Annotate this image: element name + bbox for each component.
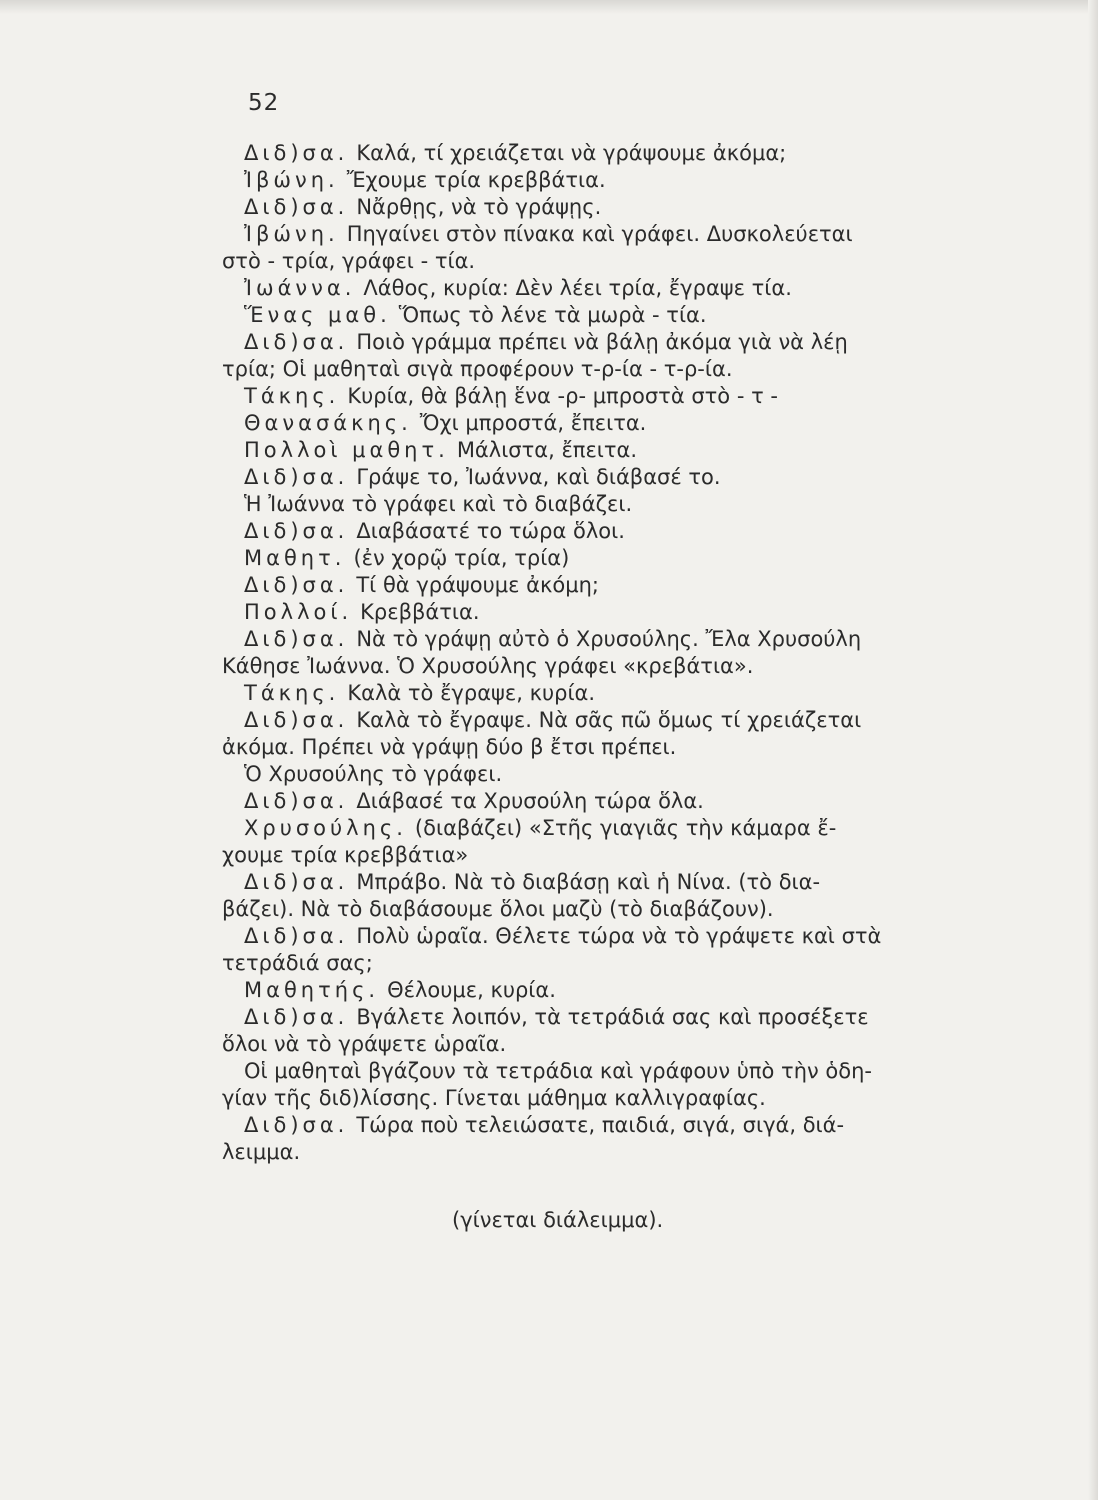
speaker: Διδ)σα. xyxy=(244,627,349,651)
line-text: (διαβάζει) «Στῆς γιαγιᾶς τὴν κάμαρα ἔ- xyxy=(414,816,837,840)
speaker: Διδ)σα. xyxy=(244,1005,349,1029)
speaker: Διδ)σα. xyxy=(244,519,349,543)
speaker: Τάκης. xyxy=(244,384,340,408)
text-line xyxy=(244,194,601,221)
text-line xyxy=(244,788,704,815)
line-text: Μάλιστα, ἔπειτα. xyxy=(456,438,638,462)
line-text: Κυρία, θὰ βάλῃ ἕνα -ρ- μπροστὰ στὸ - τ - xyxy=(347,384,778,408)
speaker: Ἰωάννα. xyxy=(244,276,356,300)
text-line xyxy=(222,1031,506,1058)
line-text: Ὅπως τὸ λένε τὰ μωρὰ - τία. xyxy=(398,303,707,327)
line-text: Ἔχουμε τρία κρεββάτια. xyxy=(346,168,606,192)
line-text: στὸ - τρία, γράφει - τία. xyxy=(222,249,476,273)
page-top-edge xyxy=(0,0,1098,14)
text-line xyxy=(222,734,676,761)
text-line xyxy=(244,302,707,329)
line-text: Ὄχι μπροστά, ἔπειτα. xyxy=(419,411,647,435)
line-text: λειμμα. xyxy=(222,1140,301,1164)
line-text: Ἡ Ἰωάννα τὸ γράφει καὶ τὸ διαβάζει. xyxy=(244,492,633,516)
closing-line: (γίνεται διάλειμμα). xyxy=(452,1208,664,1232)
text-line xyxy=(244,410,646,437)
text-line xyxy=(244,491,632,518)
text-line xyxy=(222,1085,766,1112)
text-line xyxy=(244,545,569,572)
speaker: Ἰβώνη. xyxy=(244,222,339,246)
text-line xyxy=(244,599,480,626)
line-text: Γράψε το, Ἰωάννα, καὶ διάβασέ το. xyxy=(356,465,721,489)
line-text: Οἱ μαθηταὶ βγάζουν τὰ τετράδια καὶ γράφουν ὑπὸ τὴν ὁδη- xyxy=(244,1059,873,1083)
speaker: Ἕνας μαθ. xyxy=(244,303,391,327)
speaker: Διδ)σα. xyxy=(244,708,349,732)
line-text: τρία; Οἱ μαθηταὶ σιγὰ προφέρουν τ-ρ-ία - τ-ρ-ία. xyxy=(222,357,733,381)
line-text: Τώρα ποὺ τελειώσατε, παιδιά, σιγά, σιγά, διά- xyxy=(356,1113,845,1137)
line-text: Βγάλετε λοιπόν, τὰ τετράδιά σας καὶ προσέξετε xyxy=(356,1005,869,1029)
speaker: Διδ)σα. xyxy=(244,573,349,597)
line-text: ὅλοι νὰ τὸ γράψετε ὡραῖα. xyxy=(222,1032,507,1056)
line-text: τετράδιά σας; xyxy=(222,951,373,975)
line-text: Διαβάσατέ το τώρα ὅλοι. xyxy=(356,519,625,543)
speaker: Τάκης. xyxy=(244,681,340,705)
text-line xyxy=(222,653,753,680)
text-line xyxy=(244,1004,869,1031)
text-line xyxy=(244,977,556,1004)
speaker: Διδ)σα. xyxy=(244,924,349,948)
text-line xyxy=(244,464,721,491)
text-line xyxy=(244,626,861,653)
speaker: Διδ)σα. xyxy=(244,1113,349,1137)
line-text: Νὰ τὸ γράψῃ αὐτὸ ὁ Χρυσούλης. Ἔλα Χρυσούλη xyxy=(356,627,862,651)
text-line xyxy=(244,1112,844,1139)
line-text: Καλὰ τὸ ἔγραψε. Νὰ σᾶς πῶ ὅμως τί χρειάζεται xyxy=(356,708,862,732)
text-line xyxy=(222,248,475,275)
text-line xyxy=(244,572,599,599)
line-text: βάζει). Νὰ τὸ διαβάσουμε ὅλοι μαζὺ (τὸ διαβάζουν). xyxy=(222,897,774,921)
speaker: Πολλοί. xyxy=(244,600,353,624)
line-text: γίαν τῆς διδ)λίσσης. Γίνεται μάθημα καλλιγραφίας. xyxy=(222,1086,766,1110)
text-line xyxy=(222,896,774,923)
line-text: Λάθος, κυρία: Δὲν λέει τρία, ἔγραψε τία. xyxy=(363,276,792,300)
text-line xyxy=(222,1139,300,1166)
line-text: Διάβασέ τα Χρυσούλη τώρα ὅλα. xyxy=(356,789,704,813)
line-text: Νἄρθῃς, νὰ τὸ γράψῃς. xyxy=(356,195,602,219)
speaker: Διδ)σα. xyxy=(244,330,349,354)
speaker: Θανασάκης. xyxy=(244,411,412,435)
text-line xyxy=(244,437,637,464)
text-line xyxy=(244,383,778,410)
speaker: Διδ)σα. xyxy=(244,465,349,489)
text-line xyxy=(244,518,625,545)
line-text: Κρεββάτια. xyxy=(360,600,480,624)
speaker: Μαθητ. xyxy=(244,546,346,570)
text-line xyxy=(244,869,820,896)
line-text: χουμε τρία κρεββάτια» xyxy=(222,843,469,867)
line-text: Πολὺ ὡραῖα. Θέλετε τώρα νὰ τὸ γράψετε καὶ στὰ xyxy=(356,924,882,948)
text-line xyxy=(244,329,848,356)
line-text: Θέλουμε, κυρία. xyxy=(387,978,556,1002)
text-line xyxy=(244,680,595,707)
line-text: ἀκόμα. Πρέπει νὰ γράψῃ δύο β ἔτσι πρέπει. xyxy=(222,735,677,759)
text-line xyxy=(244,761,502,788)
line-text: Ποιὸ γράμμα πρέπει νὰ βάλῃ ἀκόμα γιὰ νὰ λέῃ xyxy=(356,330,848,354)
text-line xyxy=(222,950,373,977)
page-right-edge xyxy=(1088,0,1098,1500)
text-line xyxy=(222,842,468,869)
speaker: Διδ)σα. xyxy=(244,870,349,894)
speaker: Πολλοὶ μαθητ. xyxy=(244,438,449,462)
text-line xyxy=(244,140,786,167)
speaker: Διδ)σα. xyxy=(244,195,349,219)
text-line xyxy=(244,275,792,302)
speaker: Διδ)σα. xyxy=(244,789,349,813)
line-text: (ἐν χορῷ τρία, τρία) xyxy=(353,546,570,570)
page-number: 52 xyxy=(248,90,280,116)
line-text: Καλὰ τὸ ἔγραψε, κυρία. xyxy=(347,681,596,705)
text-line xyxy=(222,356,733,383)
line-text: Μπράβο. Νὰ τὸ διαβάσῃ καὶ ἡ Νίνα. (τὸ δια- xyxy=(356,870,821,894)
line-text: Τί θὰ γράψουμε ἀκόμη; xyxy=(356,573,599,597)
speaker: Χρυσούλης. xyxy=(244,816,407,840)
speaker: Ἰβώνη. xyxy=(244,168,339,192)
text-line xyxy=(244,167,606,194)
line-text: Ὁ Χρυσούλης τὸ γράφει. xyxy=(244,762,503,786)
line-text: Καλά, τί χρειάζεται νὰ γράψουμε ἀκόμα; xyxy=(356,141,787,165)
text-line xyxy=(244,221,853,248)
text-line xyxy=(244,707,861,734)
speaker: Μαθητής. xyxy=(244,978,380,1002)
text-line xyxy=(244,923,881,950)
line-text: Κάθησε Ἰωάννα. Ὁ Χρυσούλης γράφει «κρεβάτια». xyxy=(222,654,754,678)
line-text: Πηγαίνει στὸν πίνακα καὶ γράφει. Δυσκολεύεται xyxy=(346,222,853,246)
text-line xyxy=(244,815,836,842)
speaker: Διδ)σα. xyxy=(244,141,349,165)
text-line xyxy=(244,1058,872,1085)
